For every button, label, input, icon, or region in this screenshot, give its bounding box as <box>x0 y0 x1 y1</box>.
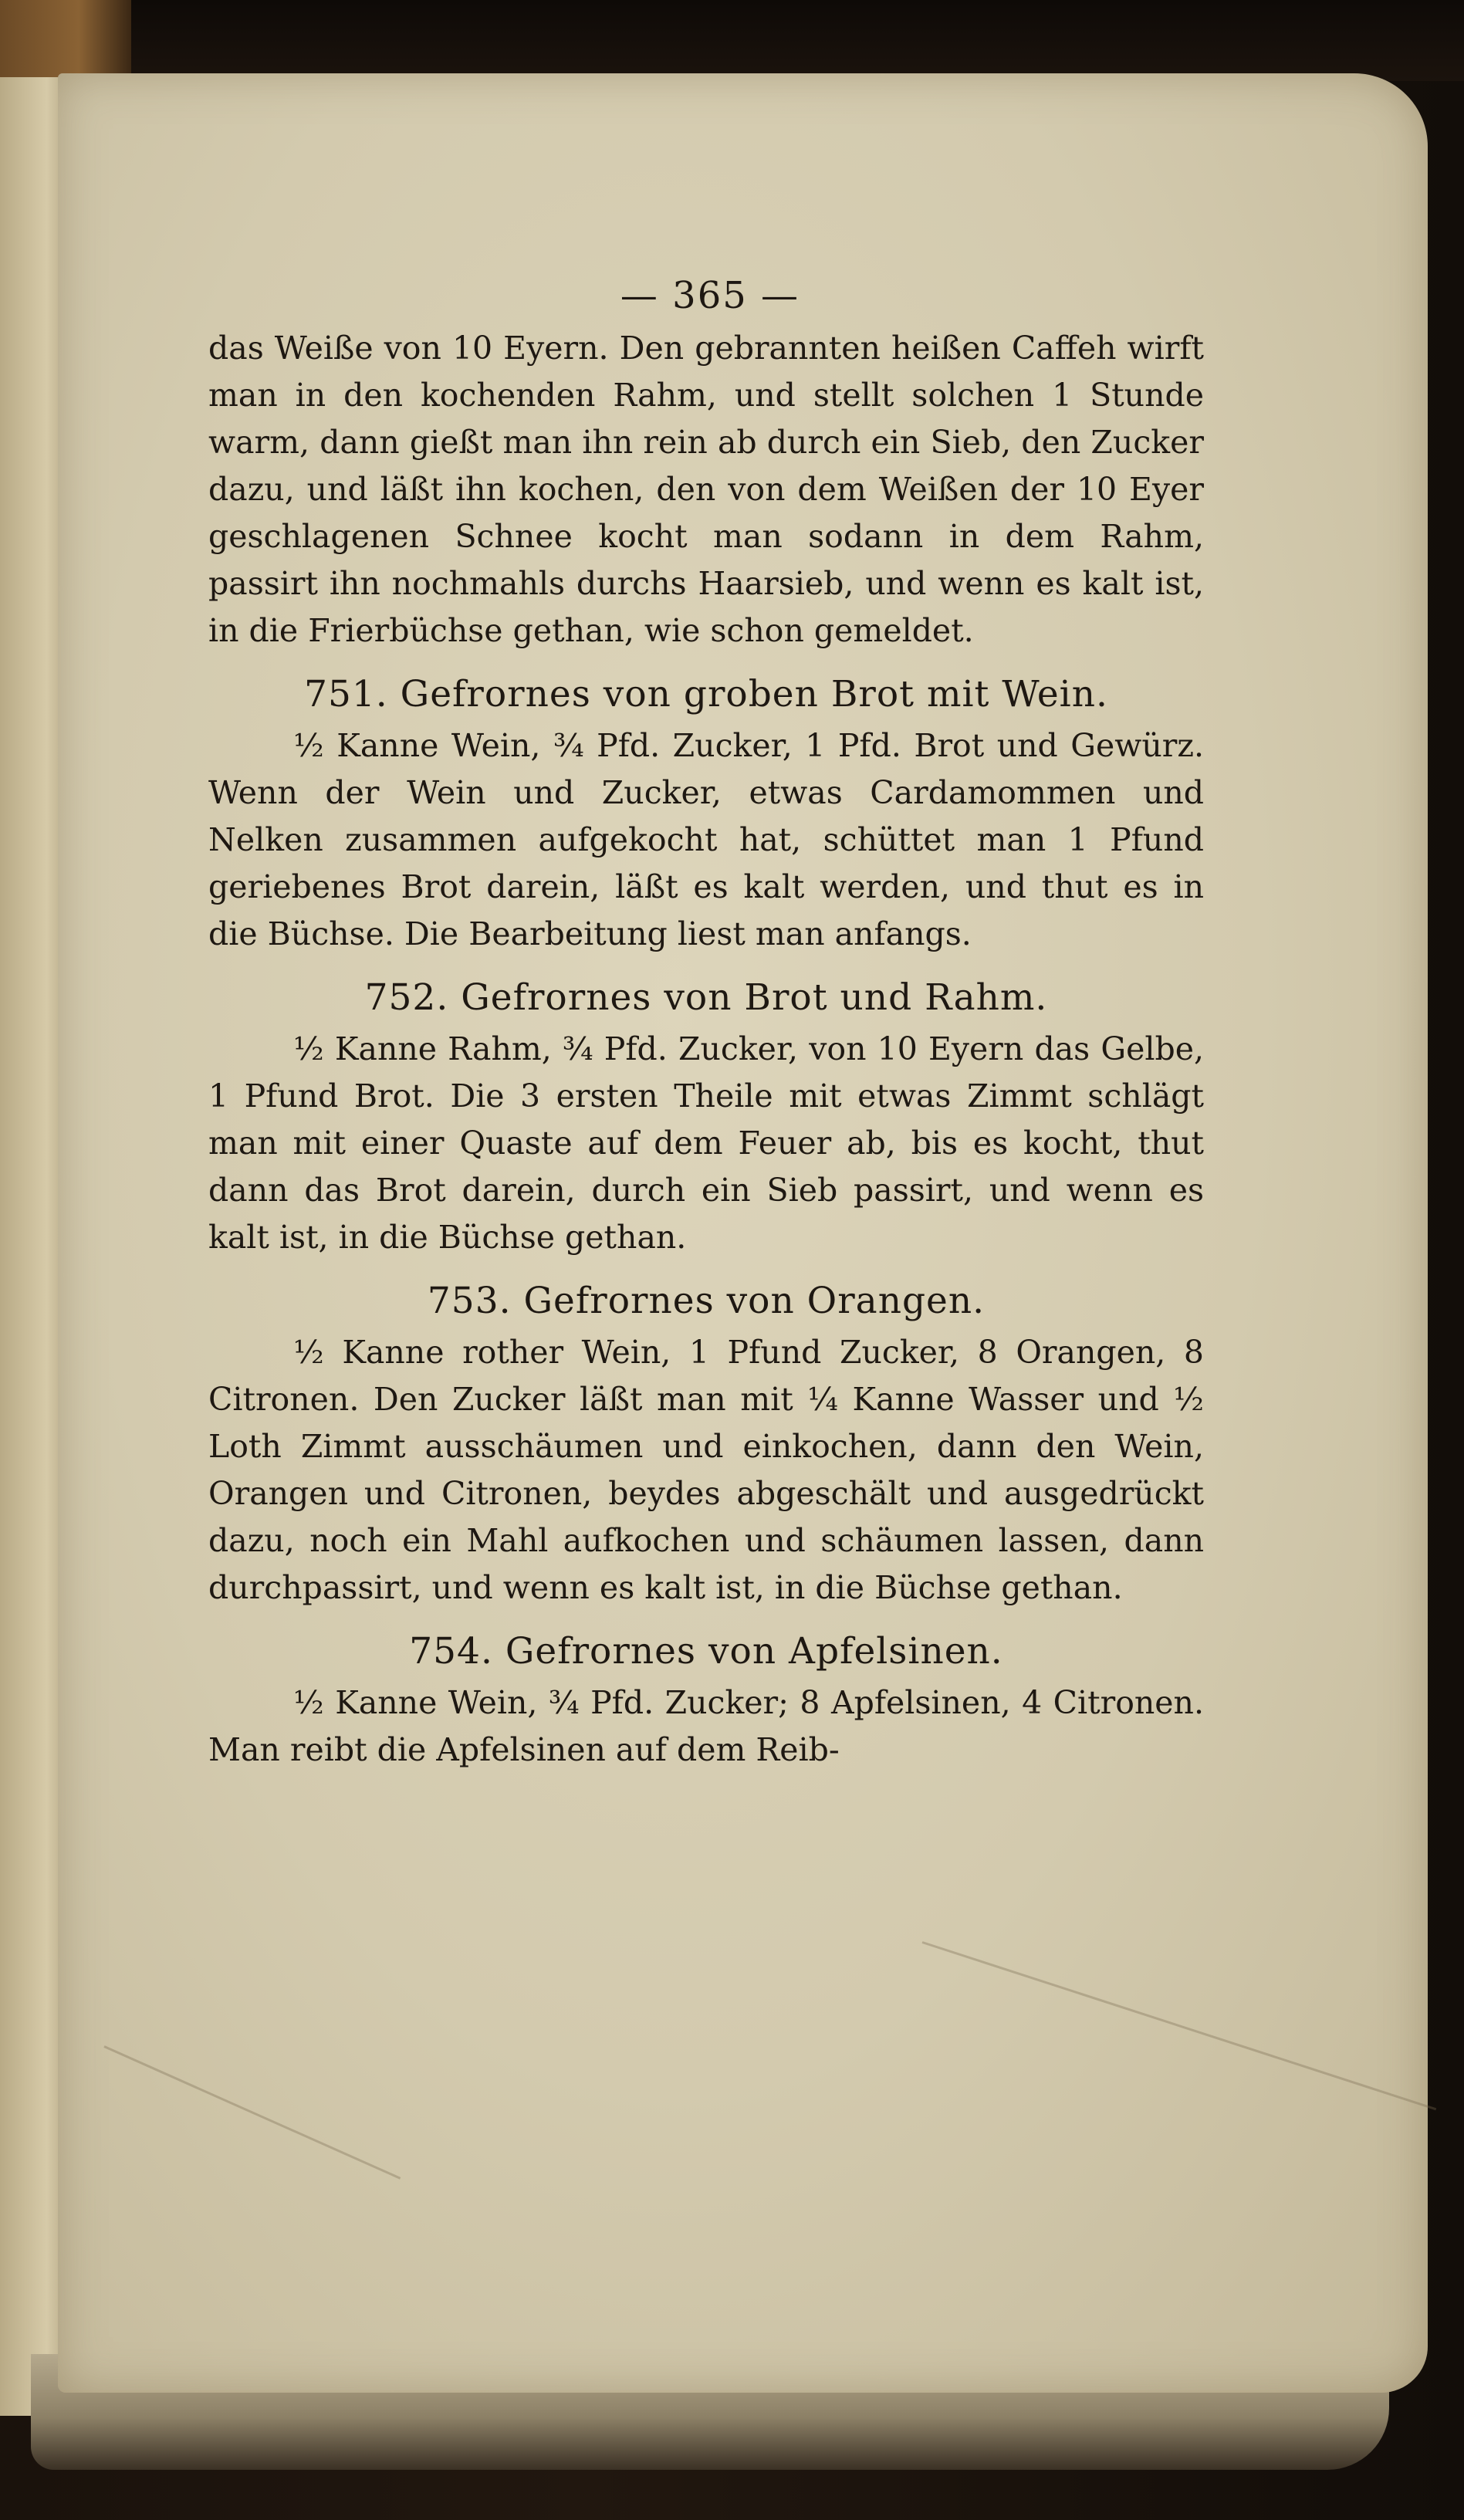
page-text <box>208 266 1204 1774</box>
recipe-text: ½ Kanne Wein, ¾ Pfd. Zucker; 8 Apfelsinen, 4 Citronen. Man reibt die Apfelsinen auf dem Reib- <box>208 1684 1204 1768</box>
paper-crease <box>922 1941 1437 2110</box>
paper-crease <box>103 2045 401 2180</box>
recipe-text: ½ Kanne rother Wein, 1 Pfund Zucker, 8 Orangen, 8 Citronen. Den Zucker läßt man mit ¼ Kanne Wasser und ½ Loth Zimmt ausschäumen und einkochen, dann den Wein, Orangen und Citronen, beydes abgeschält und ausgedrückt dazu, noch ein Mahl aufkochen und schäumen lassen, dann durchpassirt, und wenn es kalt ist, in die Büchse gethan. <box>208 1334 1204 1606</box>
recipe-751 <box>208 670 1204 958</box>
recipe-text: ½ Kanne Wein, ¾ Pfd. Zucker, 1 Pfd. Brot und Gewürz. Wenn der Wein und Zucker, etwas Cardamommen und Nelken zusammen aufgekocht hat, schüttet man 1 Pfund geriebenes Brot darein, läßt es kalt werden, und thut es in die Büchse. Die Bearbeitung liest man anfangs. <box>208 727 1204 952</box>
background-top-edge <box>0 0 1464 81</box>
recipe-heading: 751. Gefrornes von groben Brot mit Wein. <box>304 673 1108 715</box>
recipe-heading: 752. Gefrornes von Brot und Rahm. <box>364 976 1048 1019</box>
recipe-752 <box>208 973 1204 1261</box>
recipe-heading: 754. Gefrornes von Apfelsinen. <box>409 1630 1003 1673</box>
page-number: — 365 — <box>620 274 800 317</box>
book-binding-corner <box>0 0 131 81</box>
recipe-heading: 753. Gefrornes von Orangen. <box>427 1280 986 1322</box>
intro-paragraph: das Weiße von 10 Eyern. Den gebrannten heißen Caffeh wirft man in den kochenden Rahm, und stellt solchen 1 Stunde warm, dann gießt man ihn rein ab durch ein Sieb, den Zucker dazu, und läßt ihn kochen, den von dem Weißen der 10 Eyer geschlagenen Schnee kocht man sodann in dem Rahm, passirt ihn nochmahls durchs Haarsieb, und wenn es kalt ist, in die Frierbüchse gethan, wie schon gemeldet. <box>208 330 1204 649</box>
recipe-753 <box>208 1277 1204 1612</box>
recipe-754 <box>208 1627 1204 1774</box>
recipe-text: ½ Kanne Rahm, ¾ Pfd. Zucker, von 10 Eyern das Gelbe, 1 Pfund Brot. Die 3 ersten Theile mit etwas Zimmt schlägt man mit einer Quaste auf dem Feuer ab, bis es kocht, thut dann das Brot darein, durch ein Sieb passirt, und wenn es kalt ist, in die Büchse gethan. <box>208 1030 1204 1256</box>
